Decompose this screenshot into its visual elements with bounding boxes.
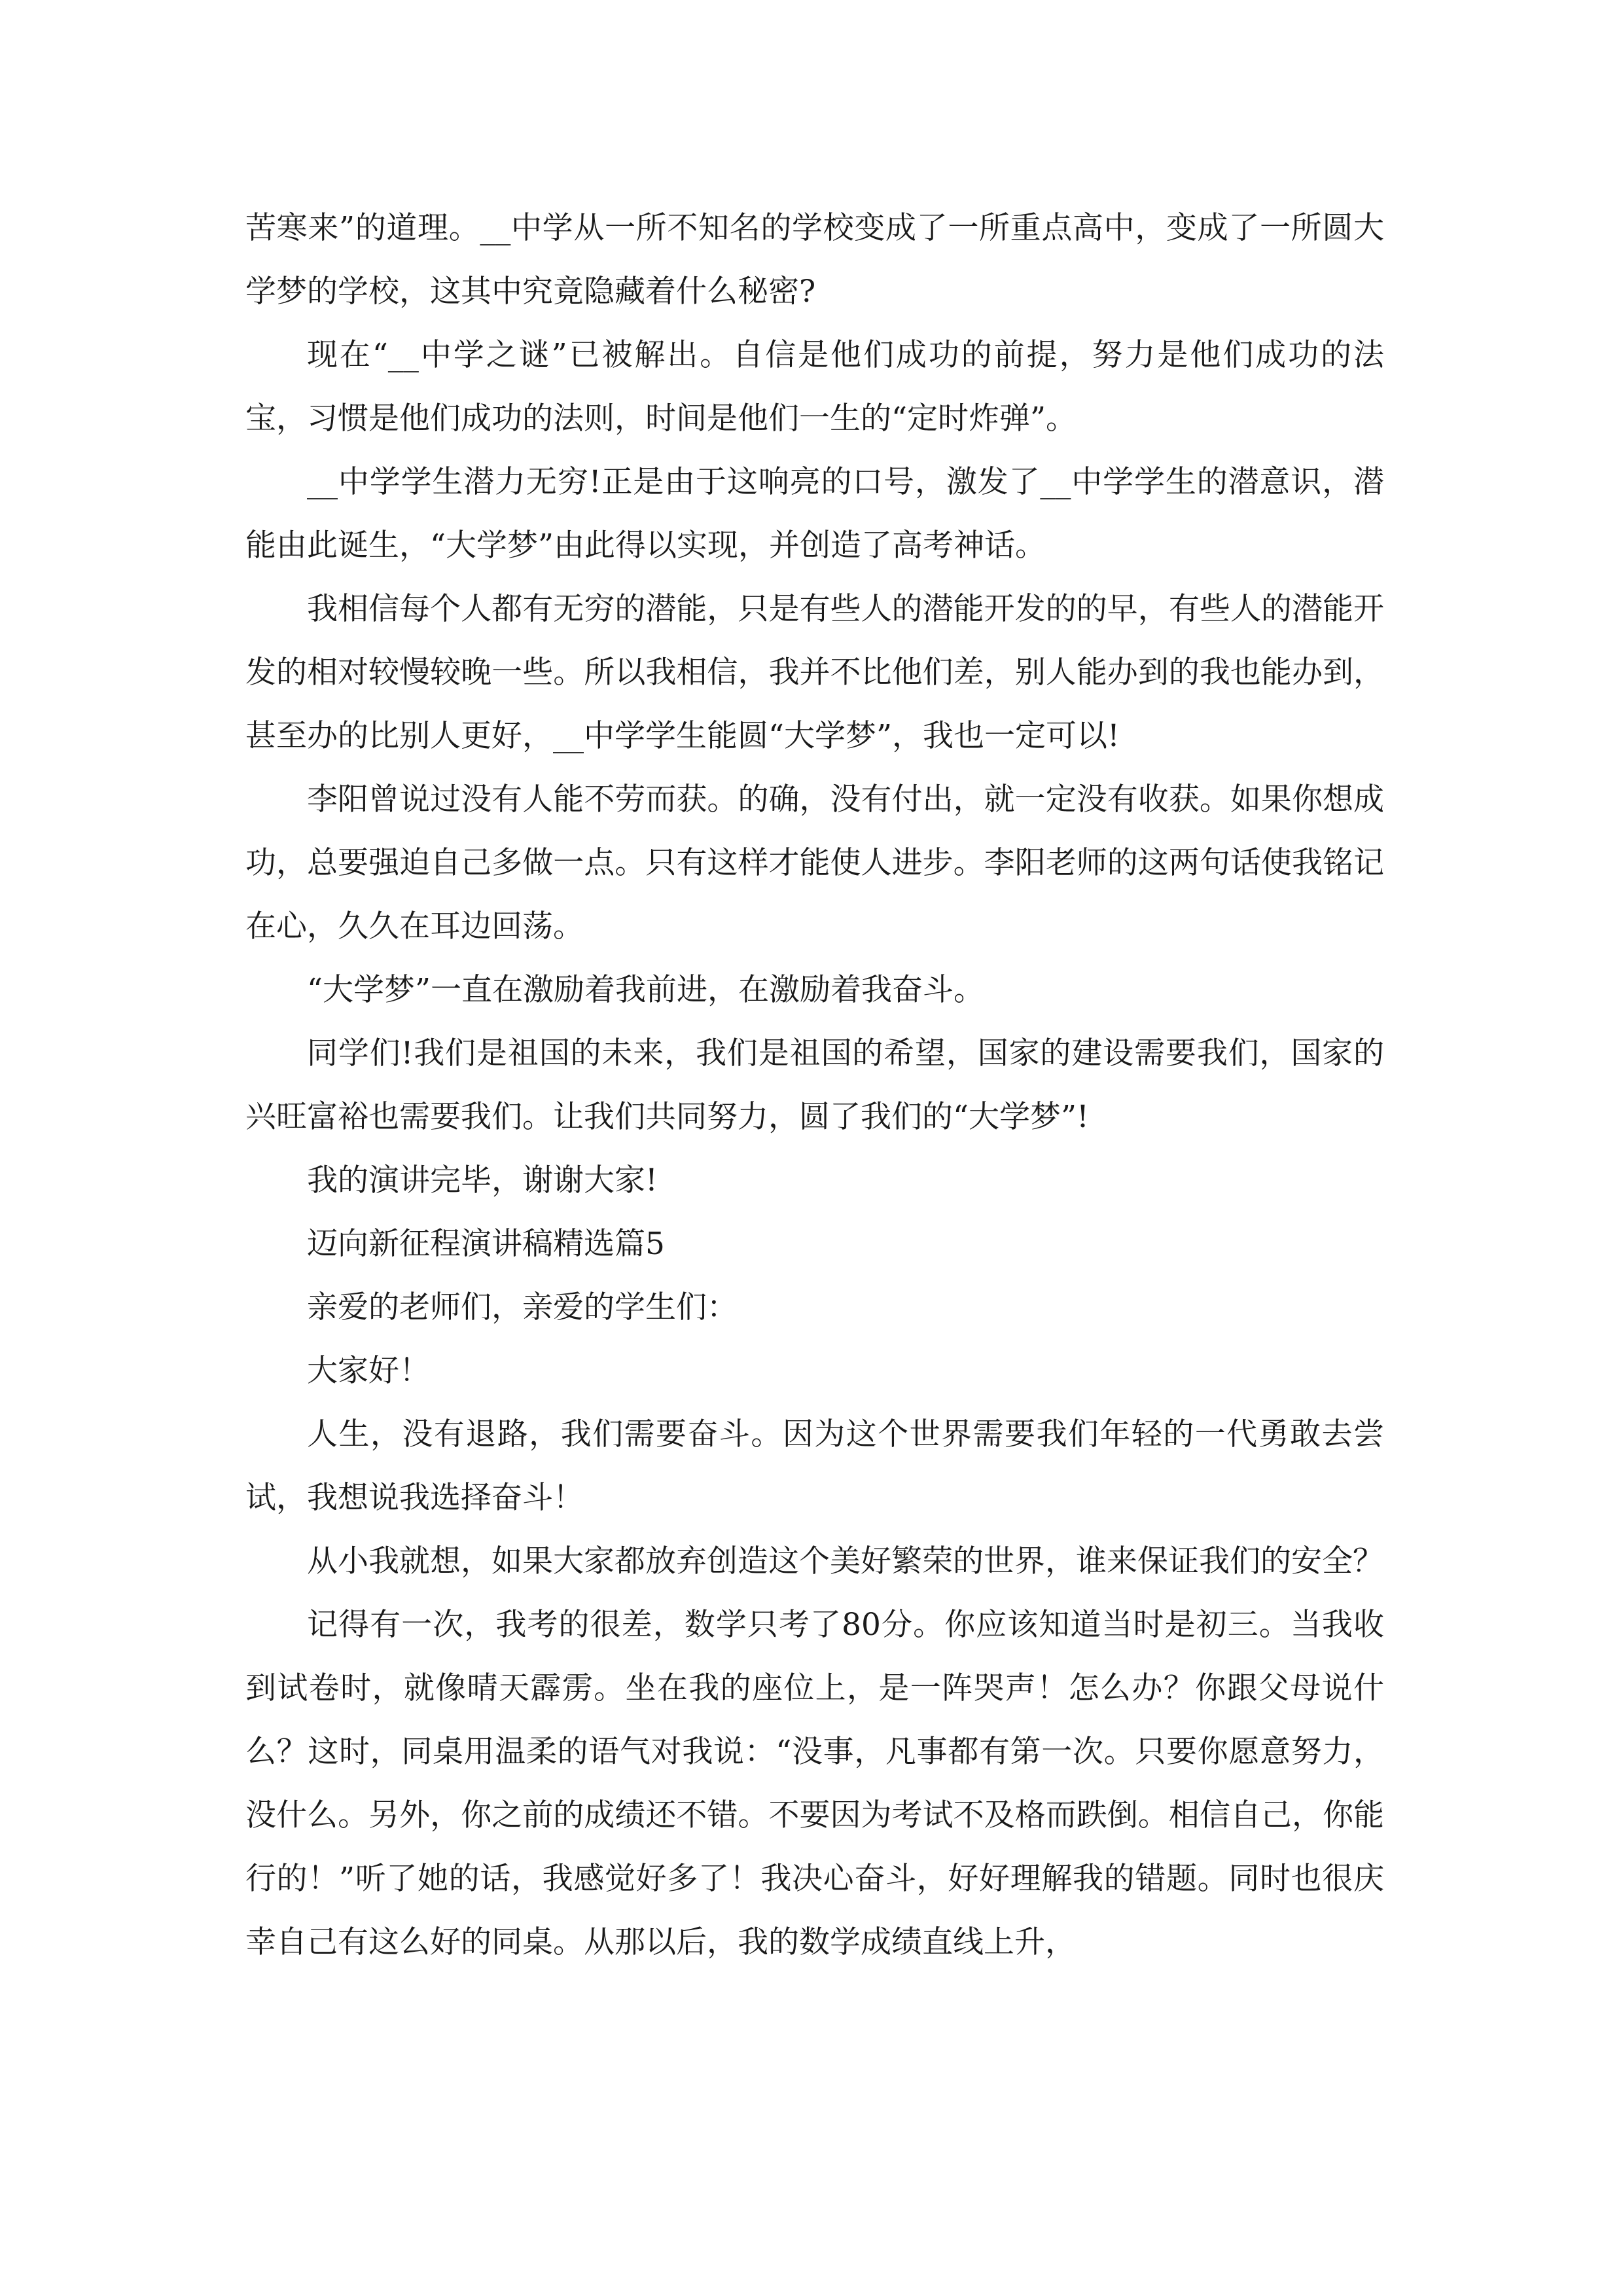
paragraph: 我相信每个人都有无穷的潜能，只是有些人的潜能开发的的早，有些人的潜能开发的相对较慢较晚一些。所以我相信，我并不比他们差，别人能办到的我也能办到，甚至办的比别人更好，__中学学生能圆“大学梦”，我也一定可以!	[245, 591, 1384, 754]
paragraph: “大学梦”一直在激励着我前进，在激励着我奋斗。	[307, 972, 985, 1008]
paragraph: 我的演讲完毕，谢谢大家!	[307, 1162, 658, 1198]
paragraph: 从小我就想，如果大家都放弃创造这个美好繁荣的世界，谁来保证我们的安全？	[307, 1543, 1383, 1579]
salutation: 亲爱的老师们，亲爱的学生们：	[307, 1289, 738, 1325]
document-body	[245, 196, 1384, 1974]
paragraph: __中学学生潜力无穷!正是由于这响亮的口号，激发了__中学学生的潜意识，潜能由此诞生，“大学梦”由此得以实现，并创造了高考神话。	[245, 464, 1384, 564]
paragraph: 李阳曾说过没有人能不劳而获。的确，没有付出，就一定没有收获。如果你想成功，总要强迫自己多做一点。只有这样才能使人进步。李阳老师的这两句话使我铭记在心，久久在耳边回荡。	[245, 781, 1384, 944]
paragraph: 记得有一次，我考的很差，数学只考了80分。你应该知道当时是初三。当我收到试卷时，就像晴天霹雳。坐在我的座位上，是一阵哭声！怎么办？你跟父母说什么？这时，同桌用温柔的语气对我说：“没事，凡事都有第一次。只要你愿意努力，没什么。另外，你之前的成绩还不错。不要因为考试不及格而跌倒。相信自己，你能行的！”听了她的话，我感觉好多了！我决心奋斗，好好理解我的错题。同时也很庆幸自己有这么好的同桌。从那以后，我的数学成绩直线上升，	[245, 1607, 1384, 1960]
paragraph: 苦寒来”的道理。__中学从一所不知名的学校变成了一所重点高中，变成了一所圆大学梦的学校，这其中究竟隐藏着什么秘密?	[245, 210, 1384, 310]
paragraph: 人生，没有退路，我们需要奋斗。因为这个世界需要我们年轻的一代勇敢去尝试，我想说我选择奋斗！	[245, 1416, 1384, 1516]
section-heading: 迈向新征程演讲稿精选篇5	[307, 1226, 665, 1262]
paragraph: 同学们!我们是祖国的未来，我们是祖国的希望，国家的建设需要我们，国家的兴旺富裕也需要我们。让我们共同努力，圆了我们的“大学梦”!	[245, 1035, 1384, 1135]
greeting: 大家好！	[307, 1353, 430, 1389]
paragraph: 现在“__中学之谜”已被解出。自信是他们成功的前提，努力是他们成功的法宝，习惯是他们成功的法则，时间是他们一生的“定时炸弹”。	[245, 337, 1384, 437]
